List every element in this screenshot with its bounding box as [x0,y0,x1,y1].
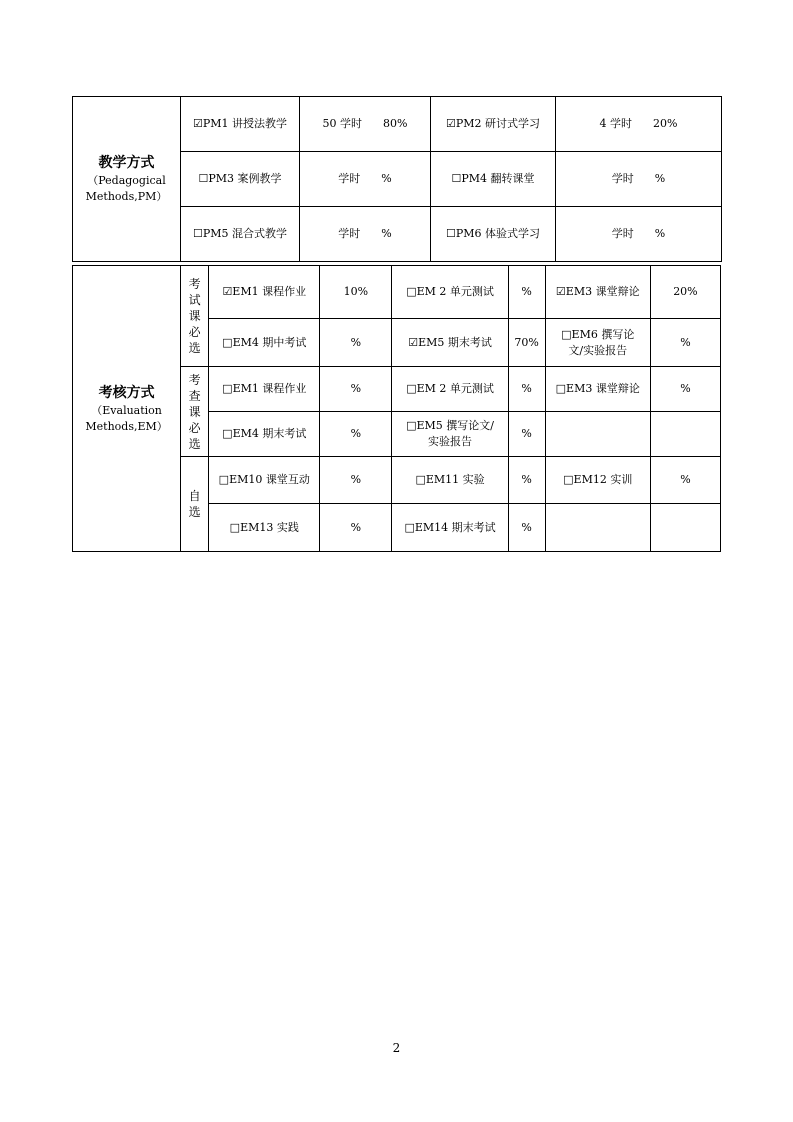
pedagogical-section-label [73,97,181,262]
method-label: □EM6 撰写论文/实验报告 [545,319,650,367]
method-value: % [508,504,545,552]
method-value: 20% [650,266,720,319]
method-value: % [320,504,392,552]
group-label-char: 选 [188,505,201,519]
method-value: % [650,319,720,367]
method-label: ☐PM3 案例教学 [181,152,300,207]
method-value: 学时 % [556,152,722,207]
table-row [73,266,721,319]
group-label-elective [181,457,209,552]
method-label: □EM14 期末考试 [392,504,508,552]
method-value: 50 学时 80% [300,97,431,152]
method-value: 学时 % [300,207,431,262]
method-label: □EM5 撰写论文/实验报告 [392,412,508,457]
method-value [650,412,720,457]
method-label: □EM4 期中考试 [209,319,320,367]
section-title-zh: 考核方式 [98,384,155,401]
method-label [545,412,650,457]
group-label-char: 自 [188,489,201,503]
group-label-exam-required [181,266,209,367]
section-title-en: Methods,EM） [85,419,168,433]
method-value: % [320,319,392,367]
method-value: 70% [508,319,545,367]
method-label: □EM 2 单元测试 [392,367,508,412]
group-label-char: 必 [188,325,201,339]
method-label: ☑EM5 期末考试 [392,319,508,367]
method-label: □EM4 期末考试 [209,412,320,457]
method-value: 10% [320,266,392,319]
group-label-char: 选 [188,436,201,451]
method-label: ☑EM1 课程作业 [209,266,320,319]
group-label-char: 考 [188,277,201,291]
group-label-char: 选 [188,341,201,355]
method-value: % [320,457,392,504]
method-label: □EM10 课堂互动 [209,457,320,504]
method-label: □EM12 实训 [545,457,650,504]
method-value: % [650,457,720,504]
method-label: □EM 2 单元测试 [392,266,508,319]
method-label: ☐PM5 混合式教学 [181,207,300,262]
method-label: ☑EM3 课堂辩论 [545,266,650,319]
section-title-zh: 教学方式 [98,155,155,171]
section-title-en: （Evaluation [91,403,162,417]
pedagogical-methods-table [72,96,722,262]
method-value: % [320,367,392,412]
method-value [650,504,720,552]
method-value: % [508,266,545,319]
evaluation-methods-table [72,265,721,552]
table-row [73,97,722,152]
section-title-en: Methods,PM） [85,190,168,203]
method-label: □EM13 实践 [209,504,320,552]
method-label [545,504,650,552]
method-value: % [508,367,545,412]
method-label: □EM11 实验 [392,457,508,504]
method-value: % [508,412,545,457]
method-label: ☑PM1 讲授法教学 [181,97,300,152]
method-value: % [650,367,720,412]
group-label-char: 考 [188,372,201,387]
method-label: ☐PM6 体验式学习 [431,207,556,262]
group-label-char: 查 [188,388,201,403]
method-value: 学时 % [556,207,722,262]
method-label: □EM1 课程作业 [209,367,320,412]
group-label-char: 必 [188,420,201,435]
method-label: ☑PM2 研讨式学习 [431,97,556,152]
method-value: 学时 % [300,152,431,207]
method-value: % [320,412,392,457]
method-label: ☐PM4 翻转课堂 [431,152,556,207]
method-label: □EM3 课堂辩论 [545,367,650,412]
method-value: 4 学时 20% [556,97,722,152]
group-label-char: 课 [188,404,201,419]
group-label-char: 课 [188,309,201,323]
evaluation-section-label [73,266,181,552]
page-number: 2 [392,1041,401,1055]
group-label-check-required [181,367,209,457]
method-value: % [508,457,545,504]
group-label-char: 试 [188,293,201,307]
section-title-en: （Pedagogical [87,174,166,187]
